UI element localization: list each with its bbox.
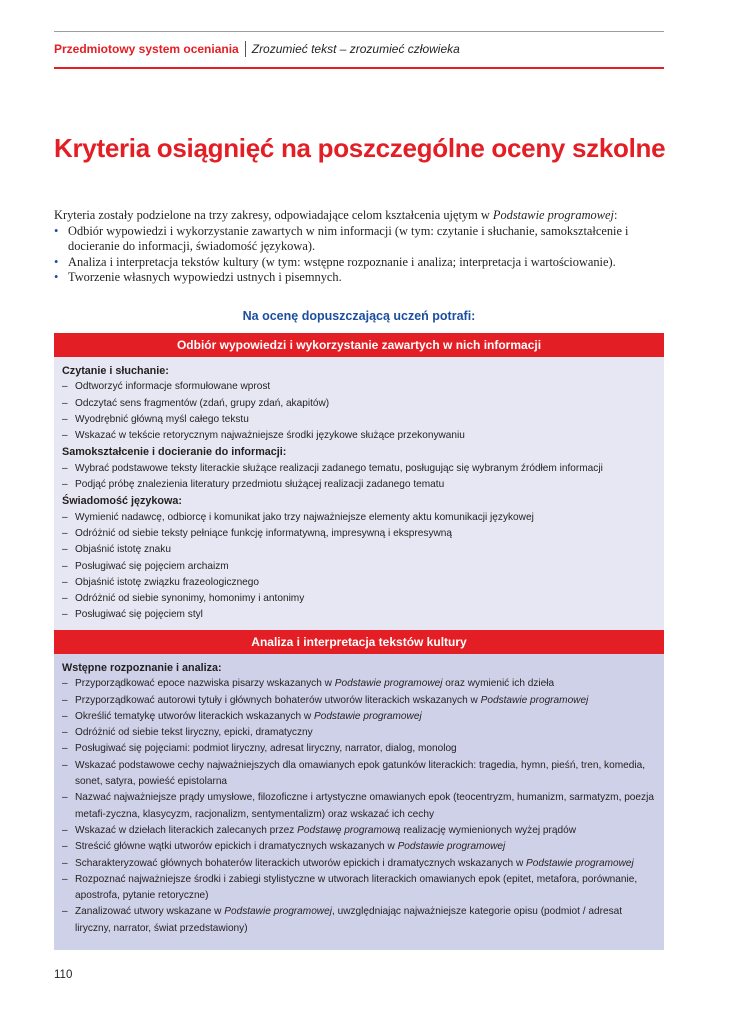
intro-bullets bbox=[54, 224, 666, 286]
dash-icon: – bbox=[62, 727, 68, 739]
intro-block bbox=[54, 208, 666, 286]
list-item-text: Wskazać podstawowe cechy najważniejszych dla omawianych epok gatunków literackich: tragedia, hymn, pieśń, tren, komedia, sonet, satyra, powieść epistolarna bbox=[75, 759, 646, 788]
grade-heading: Na ocenę dopuszczającą uczeń potrafi: bbox=[242, 309, 476, 323]
list-item-italic: Podstawie programowej bbox=[224, 906, 332, 918]
book-subtitle: Zrozumieć tekst – zrozumieć człowieka bbox=[251, 42, 460, 56]
dash-icon: – bbox=[62, 560, 68, 572]
list-item-text: Przyporządkować epoce nazwiska pisarzy wskazanych w bbox=[75, 678, 335, 690]
intro-bullet bbox=[54, 224, 666, 255]
list-item-text: Scharakteryzować głównych bohaterów literackich utworów epickich i dramatycznych wskazanych w bbox=[75, 857, 527, 869]
list-item-text: Rozpoznać najważniejsze środki i zabiegi stylistyczne w utworach literackich omawianych epok (epitet, metafora, porównanie, apostrofa, pytanie retoryczne) bbox=[75, 873, 638, 902]
dash-icon: – bbox=[62, 694, 68, 706]
dash-icon: – bbox=[62, 397, 68, 409]
top-rule bbox=[54, 31, 664, 32]
dash-icon: – bbox=[62, 824, 68, 836]
dash-icon: – bbox=[62, 792, 68, 804]
list-item bbox=[62, 591, 656, 607]
dash-icon: – bbox=[62, 593, 68, 605]
intro-bullet bbox=[54, 270, 666, 286]
series-title: Przedmiotowy system oceniania bbox=[54, 42, 239, 56]
dash-icon: – bbox=[62, 857, 68, 869]
intro-lead bbox=[54, 208, 666, 224]
dash-icon: – bbox=[62, 479, 68, 491]
list-item-text: Objaśnić istotę związku frazeologicznego bbox=[75, 576, 260, 588]
list-item-italic: Podstawie programowej bbox=[334, 678, 443, 690]
dash-icon: – bbox=[62, 710, 68, 722]
intro-bullet-text: Analiza i interpretacja tekstów kultury (w tym: wstępne rozpoznanie i analiza; interpretacja i wartościowanie). bbox=[68, 254, 616, 269]
list-item-text: Wymienić nadawcę, odbiorcę i komunikat jako trzy najważniejsze elementy aktu komunikacji językowej bbox=[75, 511, 534, 523]
running-header bbox=[54, 40, 664, 58]
section-panel-analysis bbox=[54, 654, 664, 950]
list-item bbox=[62, 709, 656, 725]
list-item bbox=[62, 477, 656, 493]
list-item-text: Nazwać najważniejsze prądy umysłowe, filozoficzne i artystyczne omawianych epok (teocentryzm, humanizm, sarmatyzm, poezja metafi-zyczna, klasycyzm, racjonalizm, sentymentalizm) oraz wskazać ich cechy bbox=[75, 792, 654, 820]
bullet-icon: • bbox=[54, 223, 59, 238]
list-item-text-end: , uwzględniając najważniejsze kategorie opisu (podmiot / adresat liryczny, narrator, świat przedstawiony) bbox=[75, 906, 623, 934]
list-item-text: Podjąć próbę znalezienia literatury przedmiotu służącej realizacji zadanego tematu bbox=[75, 479, 445, 491]
list-item-italic: Podstawie programowej bbox=[313, 710, 422, 722]
group-heading-self-study: Samokształcenie i docieranie do informacji: bbox=[62, 446, 287, 459]
section-panel-reception bbox=[54, 357, 664, 630]
dash-icon: – bbox=[62, 413, 68, 425]
list-item-text-end: oraz wymienić ich dzieła bbox=[442, 678, 555, 690]
section-bar-analysis: Analiza i interpretacja tekstów kultury bbox=[54, 630, 664, 654]
list-item bbox=[62, 396, 656, 412]
list-item bbox=[62, 741, 656, 757]
list-item bbox=[62, 676, 656, 692]
bullet-icon: • bbox=[54, 254, 59, 269]
list-item bbox=[62, 412, 656, 428]
section-bar-reception: Odbiór wypowiedzi i wykorzystanie zawartych w nich informacji bbox=[54, 333, 664, 357]
group-heading-analysis: Wstępne rozpoznanie i analiza: bbox=[62, 662, 222, 674]
list-item-text: Posługiwać się pojęciami: podmiot liryczny, adresat liryczny, narrator, dialog, monolog bbox=[75, 743, 457, 755]
dash-icon: – bbox=[62, 527, 68, 539]
list-item-text: Posługiwać się pojęciem archaizm bbox=[75, 560, 229, 572]
dash-icon: – bbox=[62, 759, 68, 771]
list-item bbox=[62, 872, 656, 905]
dash-icon: – bbox=[62, 511, 68, 523]
dash-icon: – bbox=[62, 841, 68, 853]
list-item bbox=[62, 839, 656, 855]
list-item-italic: Podstawę programową bbox=[297, 824, 401, 836]
list-item bbox=[62, 559, 656, 575]
intro-lead-italic: Podstawie programowej bbox=[492, 208, 614, 222]
list-item-italic: Podstawie programowej bbox=[480, 694, 589, 706]
list-item-text: Przyporządkować autorowi tytuły i głównych bohaterów utworów literackich wskazanych w bbox=[75, 694, 481, 706]
list-item-italic: Podstawie programowej bbox=[397, 841, 506, 853]
dash-icon: – bbox=[62, 743, 68, 755]
dash-icon: – bbox=[62, 906, 68, 918]
list-item bbox=[62, 428, 656, 444]
list-item bbox=[62, 693, 656, 709]
list-item bbox=[62, 856, 656, 872]
intro-lead-end: : bbox=[613, 208, 618, 222]
intro-lead-text: Kryteria zostały podzielone na trzy zakresy, odpowiadające celom kształcenia ujętym w bbox=[54, 208, 493, 222]
list-item-text: Odróżnić od siebie teksty pełniące funkcję informatywną, impresywną i ekspresywną bbox=[75, 527, 453, 539]
bullet-icon: • bbox=[54, 270, 59, 285]
group-heading-language: Świadomość językowa: bbox=[62, 495, 183, 508]
list-item-text: Streścić główne wątki utworów epickich i dramatycznych wskazanych w bbox=[75, 841, 398, 853]
list-item-text: Odczytać sens fragmentów (zdań, grupy zdań, akapitów) bbox=[75, 397, 330, 409]
dash-icon: – bbox=[62, 576, 68, 588]
list-item bbox=[62, 725, 656, 741]
dash-icon: – bbox=[62, 873, 68, 885]
list-item-text: Określić tematykę utworów literackich wskazanych w bbox=[75, 710, 314, 722]
list-item-italic: Podstawie programowej bbox=[526, 857, 634, 869]
dash-icon: – bbox=[62, 430, 68, 442]
list-item-text: Wybrać podstawowe teksty literackie służące realizacji zadanego tematu, posługując się wybranym źródłem informacji bbox=[75, 462, 603, 474]
list-item-text: Posługiwać się pojęciem styl bbox=[75, 609, 203, 621]
group-heading-reading: Czytanie i słuchanie: bbox=[62, 365, 169, 377]
intro-bullet-text: Odbiór wypowiedzi i wykorzystanie zawartych w nim informacji (w tym: czytanie i słuchanie, samokształcenie i docieranie do informacji, świadomość językowa). bbox=[68, 223, 629, 254]
list-item-text: Odtworzyć informacje sformułowane wprost bbox=[75, 381, 271, 393]
page-title: Kryteria osiągnięć na poszczególne oceny szkolne bbox=[54, 133, 666, 163]
list-item-text-end: realizację wymienionych wyżej prądów bbox=[400, 824, 576, 836]
list-item-text: Zanalizować utwory wskazane w bbox=[75, 906, 225, 918]
header-separator bbox=[245, 41, 246, 57]
header-red-rule bbox=[54, 67, 664, 69]
list-item-text: Wskazać w dziełach literackich zalecanych przez bbox=[75, 824, 298, 836]
dash-icon: – bbox=[62, 381, 68, 393]
list-item bbox=[62, 904, 656, 937]
list-item bbox=[62, 758, 656, 791]
list-item-text: Odróżnić od siebie synonimy, homonimy i antonimy bbox=[75, 593, 305, 605]
dash-icon: – bbox=[62, 462, 68, 474]
list-item bbox=[62, 510, 656, 526]
dash-icon: – bbox=[62, 544, 68, 556]
intro-bullet-text: Tworzenie własnych wypowiedzi ustnych i pisemnych. bbox=[68, 270, 342, 285]
list-item-text: Wskazać w tekście retorycznym najważniejsze środki językowe służące przekonywaniu bbox=[75, 430, 465, 442]
page-number: 110 bbox=[54, 969, 73, 981]
dash-icon: – bbox=[62, 678, 68, 690]
intro-bullet bbox=[54, 255, 666, 271]
list-item bbox=[62, 379, 656, 395]
list-item bbox=[62, 575, 656, 591]
list-item bbox=[62, 461, 656, 477]
list-item bbox=[62, 526, 656, 542]
list-item bbox=[62, 823, 656, 839]
list-item-text: Odróżnić od siebie tekst liryczny, epicki, dramatyczny bbox=[75, 727, 313, 739]
list-item-text: Objaśnić istotę znaku bbox=[75, 544, 171, 556]
dash-icon: – bbox=[62, 609, 68, 621]
list-item-text: Wyodrębnić główną myśl całego tekstu bbox=[75, 413, 249, 425]
list-item bbox=[62, 542, 656, 558]
list-item bbox=[62, 607, 656, 623]
list-item bbox=[62, 790, 656, 823]
